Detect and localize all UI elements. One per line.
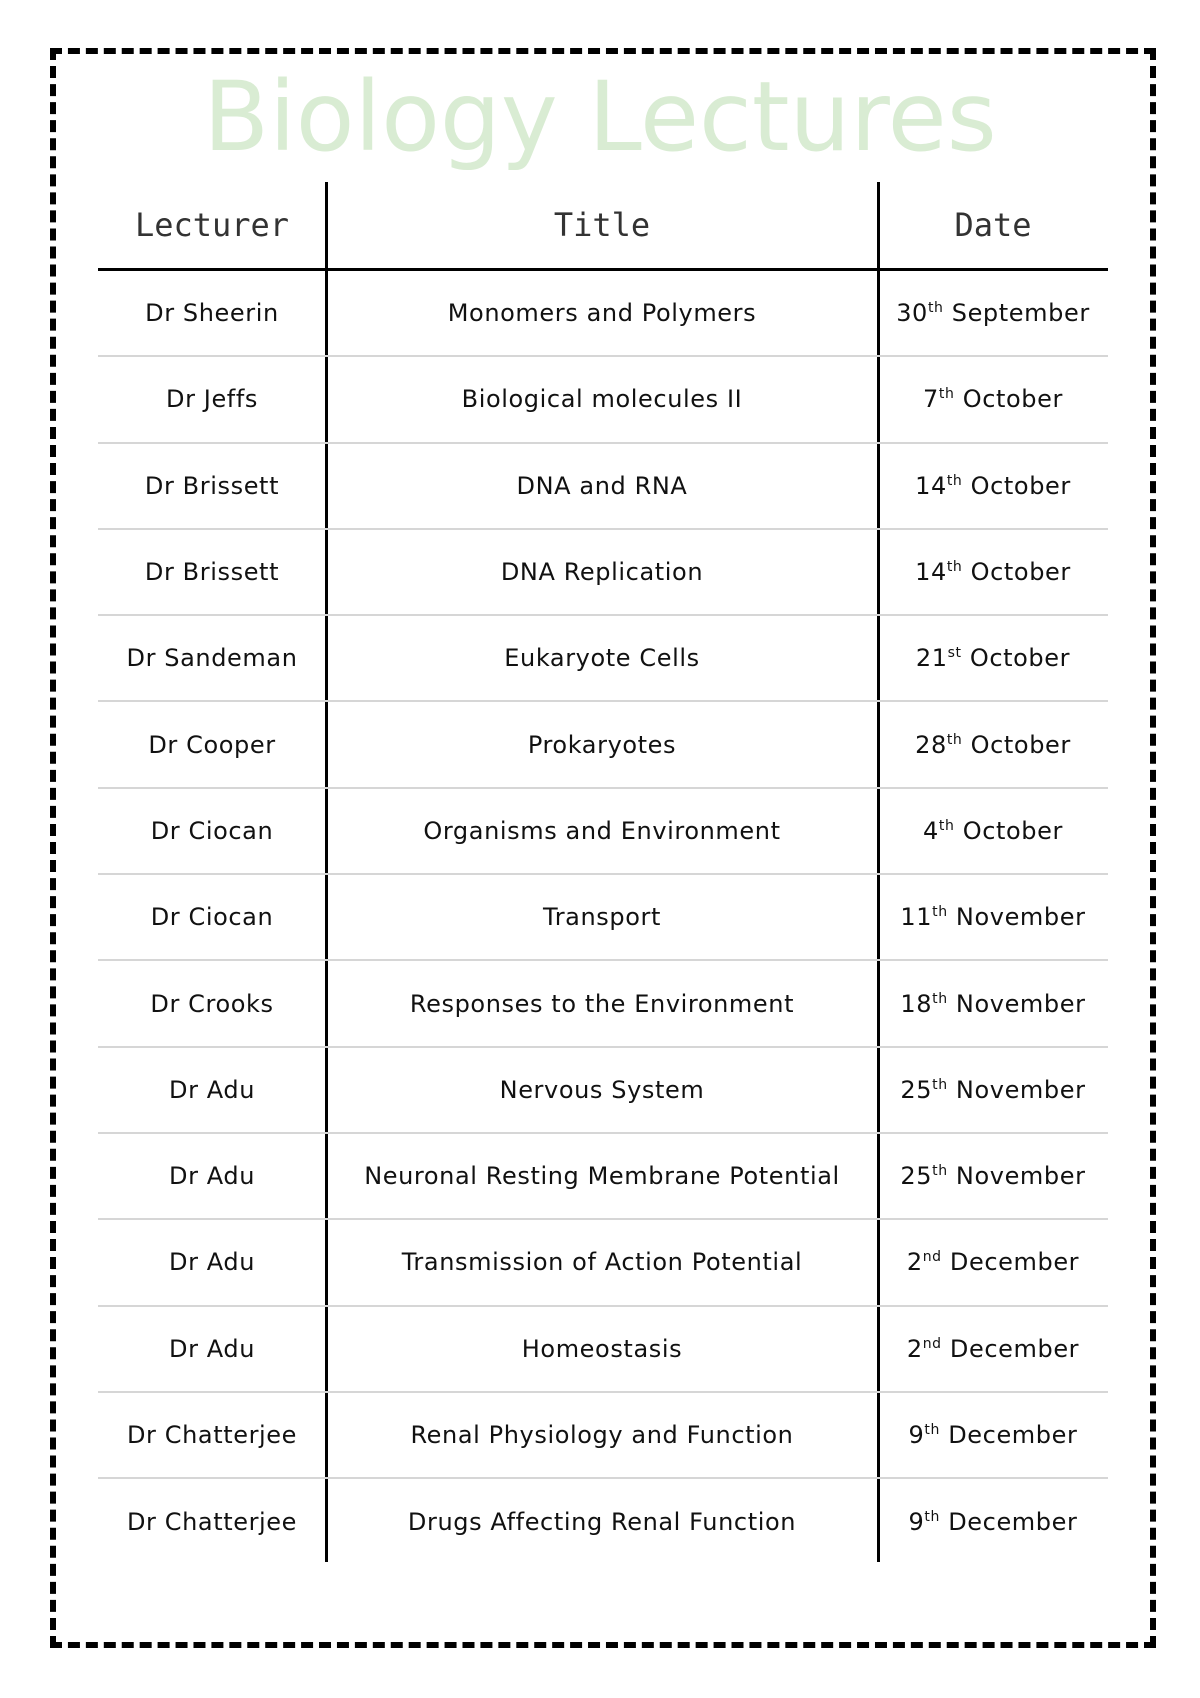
table-body: [98, 271, 1108, 1565]
table-row: [98, 1220, 1108, 1306]
table-row: [98, 271, 1108, 357]
date-month: November: [947, 1075, 1086, 1104]
cell-date: [878, 472, 1108, 500]
cell-title: Transport: [542, 903, 662, 932]
table-row: [98, 1393, 1108, 1479]
cell-title: Nervous System: [499, 1075, 705, 1104]
date-ordinal-suffix: th: [946, 559, 963, 576]
date-month: November: [947, 903, 1086, 932]
date-month: December: [939, 1508, 1078, 1537]
table-row: [98, 875, 1108, 961]
date-ordinal-suffix: st: [947, 645, 962, 662]
date-month: October: [962, 471, 1071, 500]
date-day: 25: [900, 1075, 933, 1104]
date-month: October: [961, 644, 1071, 673]
cell-title: DNA Replication: [500, 558, 704, 587]
table-row: [98, 357, 1108, 443]
table-row: [98, 444, 1108, 530]
date-day: 2: [906, 1248, 923, 1277]
cell-date: [878, 1076, 1108, 1104]
page-title: Biology Lectures: [203, 61, 997, 173]
header-lecturer: Lecturer: [134, 206, 290, 244]
date-day: 30: [896, 299, 928, 328]
date-month: December: [941, 1334, 1080, 1363]
cell-title: Prokaryotes: [527, 730, 677, 759]
cell-lecturer: Dr Adu: [168, 1248, 256, 1277]
date-day: 7: [923, 385, 939, 414]
date-day: 18: [900, 989, 933, 1018]
date-ordinal-suffix: th: [946, 472, 963, 489]
cell-date: [878, 558, 1108, 586]
table-row: [98, 1134, 1108, 1220]
lecture-table: [98, 182, 1108, 1565]
table-row: [98, 789, 1108, 875]
table-row: [98, 530, 1108, 616]
cell-date: [878, 299, 1108, 327]
date-month: October: [954, 816, 1063, 845]
date-month: September: [943, 299, 1090, 328]
cell-date: [878, 1421, 1108, 1449]
date-ordinal-suffix: nd: [922, 1335, 942, 1352]
cell-date: [878, 903, 1108, 931]
cell-lecturer: Dr Brissett: [144, 471, 280, 500]
cell-date: [878, 644, 1108, 672]
table-row: [98, 1307, 1108, 1393]
cell-lecturer: Dr Adu: [168, 1334, 256, 1363]
date-ordinal-suffix: th: [938, 386, 955, 403]
cell-date: [878, 1508, 1108, 1536]
cell-date: [878, 1335, 1108, 1363]
cell-title: Neuronal Resting Membrane Potential: [364, 1162, 840, 1191]
cell-title: DNA and RNA: [516, 471, 688, 500]
date-day: 9: [908, 1421, 925, 1449]
cell-date: [878, 731, 1108, 759]
cell-lecturer: Dr Crooks: [150, 989, 274, 1018]
cell-title: Responses to the Environment: [409, 989, 795, 1018]
date-ordinal-suffix: th: [938, 817, 955, 834]
cell-lecturer: Dr Chatterjee: [126, 1508, 298, 1537]
date-month: October: [962, 730, 1071, 759]
table-row: [98, 616, 1108, 702]
date-ordinal-suffix: th: [946, 731, 963, 748]
cell-lecturer: Dr Sheerin: [145, 299, 279, 328]
date-day: 2: [906, 1334, 923, 1363]
table-row: [98, 1048, 1108, 1134]
date-ordinal-suffix: th: [932, 1163, 948, 1180]
cell-title: Monomers and Polymers: [447, 299, 757, 328]
cell-date: [878, 385, 1108, 413]
table-row: [98, 1479, 1108, 1565]
table-header: [98, 182, 1108, 271]
date-day: 14: [915, 558, 947, 587]
date-ordinal-suffix: nd: [922, 1249, 942, 1266]
cell-lecturer: Dr Ciocan: [150, 816, 274, 845]
date-ordinal-suffix: th: [932, 990, 948, 1007]
date-month: October: [962, 558, 1071, 587]
header-title: Title: [553, 206, 651, 244]
date-day: 28: [915, 730, 947, 759]
cell-lecturer: Dr Adu: [168, 1162, 256, 1191]
cell-lecturer: Dr Adu: [168, 1075, 256, 1104]
date-day: 9: [908, 1508, 925, 1537]
date-ordinal-suffix: th: [927, 300, 944, 317]
date-month: October: [954, 385, 1063, 414]
date-month: November: [947, 989, 1086, 1018]
cell-title: Drugs Affecting Renal Function: [407, 1508, 797, 1537]
cell-lecturer: Dr Cooper: [148, 730, 276, 759]
date-ordinal-suffix: th: [932, 904, 948, 921]
cell-title: Biological molecules II: [461, 385, 743, 414]
cell-title: Homeostasis: [521, 1334, 683, 1363]
cell-lecturer: Dr Sandeman: [126, 644, 298, 673]
date-day: 14: [915, 471, 947, 500]
date-month: November: [947, 1162, 1086, 1191]
cell-title: Eukaryote Cells: [504, 644, 700, 673]
cell-title: Transmission of Action Potential: [401, 1248, 803, 1277]
date-month: December: [939, 1421, 1078, 1449]
table-row: [98, 961, 1108, 1047]
cell-lecturer: Dr Jeffs: [165, 385, 259, 414]
table-row: [98, 702, 1108, 788]
date-day: 4: [923, 816, 939, 845]
date-day: 25: [900, 1162, 933, 1191]
cell-date: [878, 1248, 1108, 1276]
cell-lecturer: Dr Chatterjee: [126, 1421, 298, 1449]
cell-lecturer: Dr Brissett: [144, 558, 280, 587]
date-ordinal-suffix: th: [924, 1509, 940, 1526]
cell-date: [878, 990, 1108, 1018]
date-month: December: [941, 1248, 1080, 1277]
cell-title: Organisms and Environment: [423, 816, 781, 845]
cell-date: [878, 817, 1108, 845]
cell-title: Renal Physiology and Function: [410, 1421, 794, 1449]
date-day: 11: [900, 903, 933, 932]
date-ordinal-suffix: th: [924, 1422, 940, 1438]
cell-date: [878, 1162, 1108, 1190]
date-ordinal-suffix: th: [932, 1076, 948, 1093]
cell-lecturer: Dr Ciocan: [150, 903, 274, 932]
header-date: Date: [954, 206, 1032, 244]
date-day: 21: [915, 644, 948, 673]
